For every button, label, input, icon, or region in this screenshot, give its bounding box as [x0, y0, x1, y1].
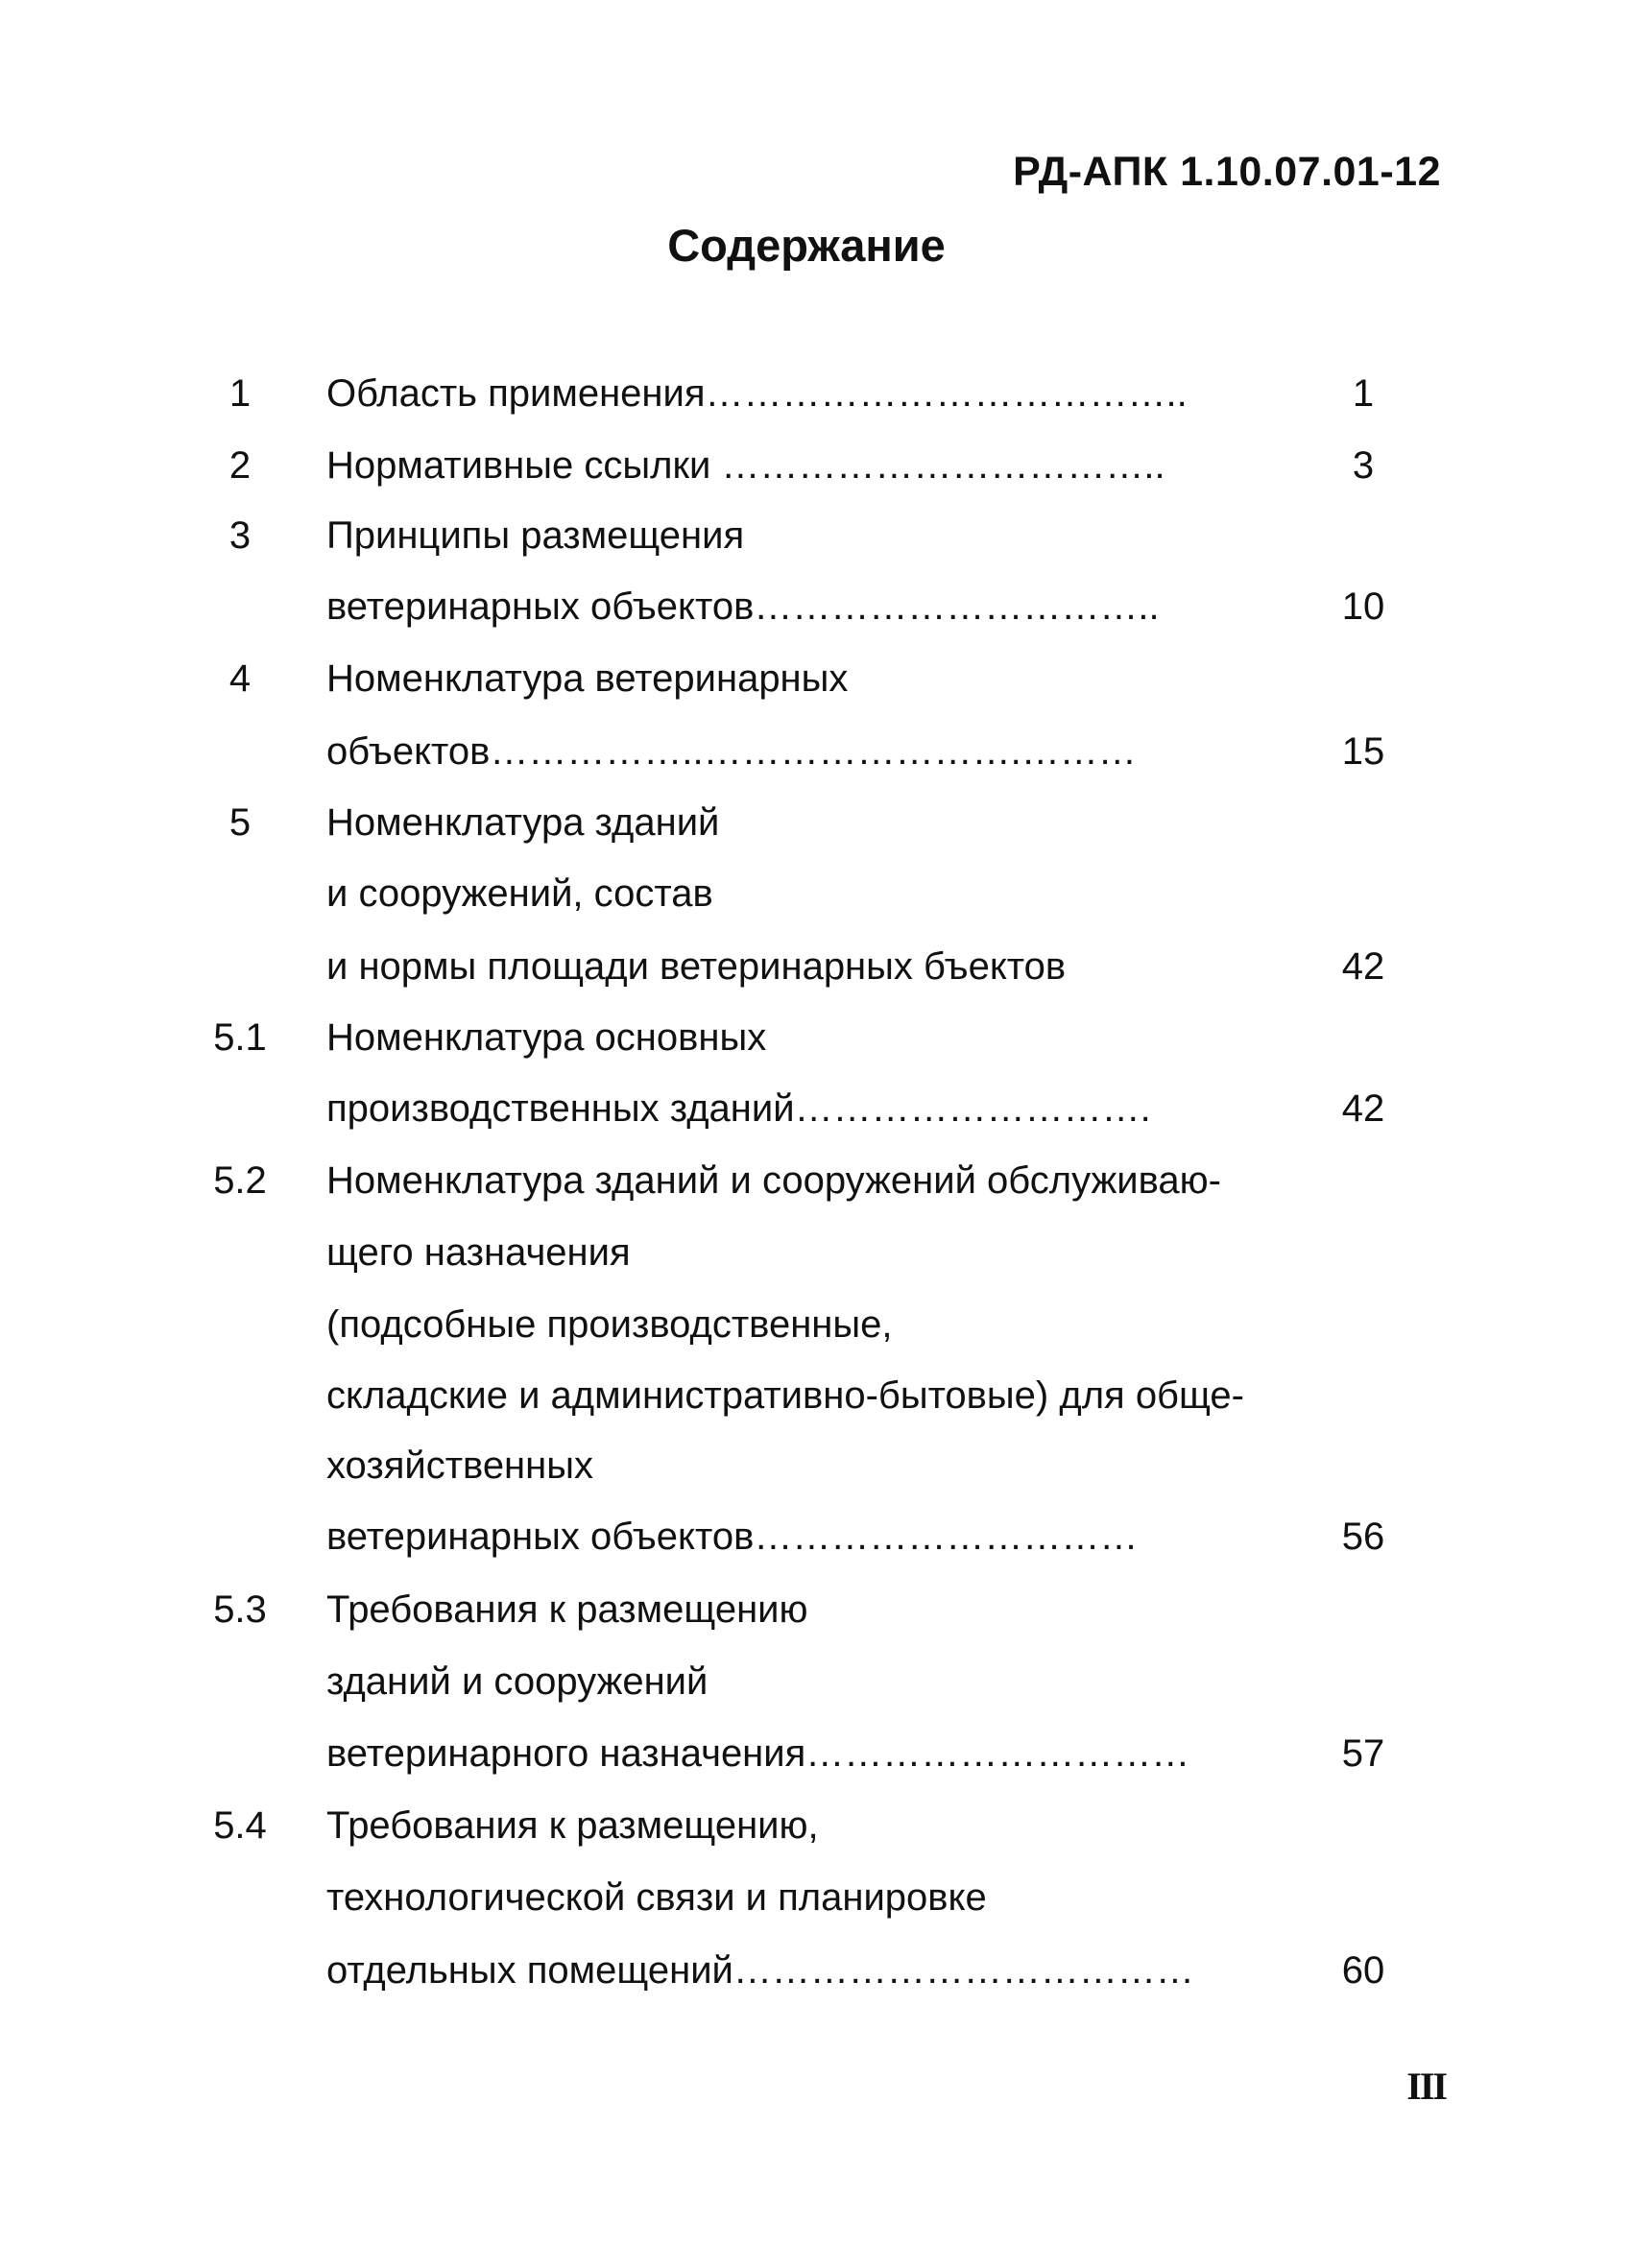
toc-line-page: 15	[1341, 730, 1385, 773]
toc-line-text: технологической связи и планировке	[326, 1876, 987, 1919]
toc-line	[0, 437, 1633, 494]
toc-line-text: зданий и сооружений	[326, 1660, 708, 1703]
toc-line-text: отдельных помещений………………………………	[326, 1949, 1194, 1992]
toc-line	[0, 865, 1633, 922]
toc-line-page: 3	[1352, 444, 1375, 487]
toc-line-text: Номенклатура ветеринарных	[326, 657, 849, 700]
toc-line-page: 56	[1341, 1516, 1385, 1558]
toc-line	[0, 1725, 1633, 1782]
toc-line	[0, 578, 1633, 635]
toc-line-text: Нормативные ссылки ……………………………..	[326, 444, 1165, 487]
toc-line-text: ветеринарного назначения…………………………	[326, 1732, 1190, 1775]
toc-line-text: Принципы размещения	[326, 514, 745, 557]
toc-line-text: Требования к размещению,	[326, 1804, 819, 1847]
toc-line	[0, 1296, 1633, 1353]
toc-line	[0, 1581, 1633, 1638]
toc-line-text: Требования к размещению	[326, 1588, 808, 1631]
toc-line-number: 5.3	[213, 1588, 267, 1631]
toc-line	[0, 1437, 1633, 1494]
toc-line-text: складские и административно-бытовые) для обще-	[326, 1374, 1244, 1417]
toc-line-number: 2	[228, 444, 252, 487]
page-number: III	[1406, 2065, 1446, 2108]
toc-line	[0, 1080, 1633, 1137]
toc-line-text: хозяйственных	[326, 1444, 593, 1487]
toc-line	[0, 507, 1633, 564]
toc-line-page: 10	[1341, 585, 1385, 628]
toc-line	[0, 1152, 1633, 1209]
toc-line-number: 5.2	[213, 1159, 267, 1202]
toc-line-text: щего назначения	[326, 1231, 631, 1274]
toc-line-page: 60	[1341, 1949, 1385, 1992]
toc-line	[0, 1797, 1633, 1854]
toc-line-text: и сооружений, состав	[326, 872, 713, 915]
toc-line	[0, 1869, 1633, 1926]
toc-line	[0, 1367, 1633, 1424]
toc-line	[0, 1508, 1633, 1565]
toc-line-number: 5.1	[213, 1016, 267, 1059]
toc-line-number: 5.4	[213, 1804, 267, 1847]
toc-line-number: 5	[228, 801, 252, 844]
toc-line-number: 1	[228, 372, 252, 415]
document-code: РД-АПК 1.10.07.01-12	[1013, 149, 1441, 195]
toc-line	[0, 938, 1633, 995]
toc-line	[0, 1009, 1633, 1066]
toc-line-page: 42	[1341, 945, 1385, 988]
toc-line-page: 42	[1341, 1087, 1385, 1130]
toc-line-text: и нормы площади ветеринарных бъектов	[326, 945, 1067, 988]
toc-line-text: Номенклатура зданий и сооружений обслуживаю-	[326, 1159, 1221, 1202]
toc-line-text: ветеринарных объектов…………………………	[326, 1516, 1139, 1558]
toc-line	[0, 365, 1633, 422]
toc-line	[0, 1224, 1633, 1281]
toc-line-text: Номенклатура основных	[326, 1016, 767, 1059]
toc-line-text: объектов……………..…………………….………	[326, 730, 1137, 773]
toc-line	[0, 650, 1633, 707]
toc-line-page: 1	[1352, 372, 1375, 415]
toc-line-text: производственных зданий……………………….	[326, 1087, 1151, 1130]
toc-line-text: (подсобные производственные,	[326, 1303, 893, 1346]
toc-line	[0, 723, 1633, 780]
toc-line-text: Номенклатура зданий	[326, 801, 720, 844]
toc-line-page: 57	[1341, 1732, 1385, 1775]
toc-line-text: Область применения………………………………..	[326, 372, 1188, 415]
toc-line-text: ветеринарных объектов…………………………..	[326, 585, 1160, 628]
toc-line	[0, 1653, 1633, 1710]
toc-line-number: 3	[228, 514, 252, 557]
page-title: Содержание	[667, 220, 946, 271]
toc-line-number: 4	[228, 657, 252, 700]
toc-line	[0, 1942, 1633, 1999]
toc-line	[0, 794, 1633, 851]
